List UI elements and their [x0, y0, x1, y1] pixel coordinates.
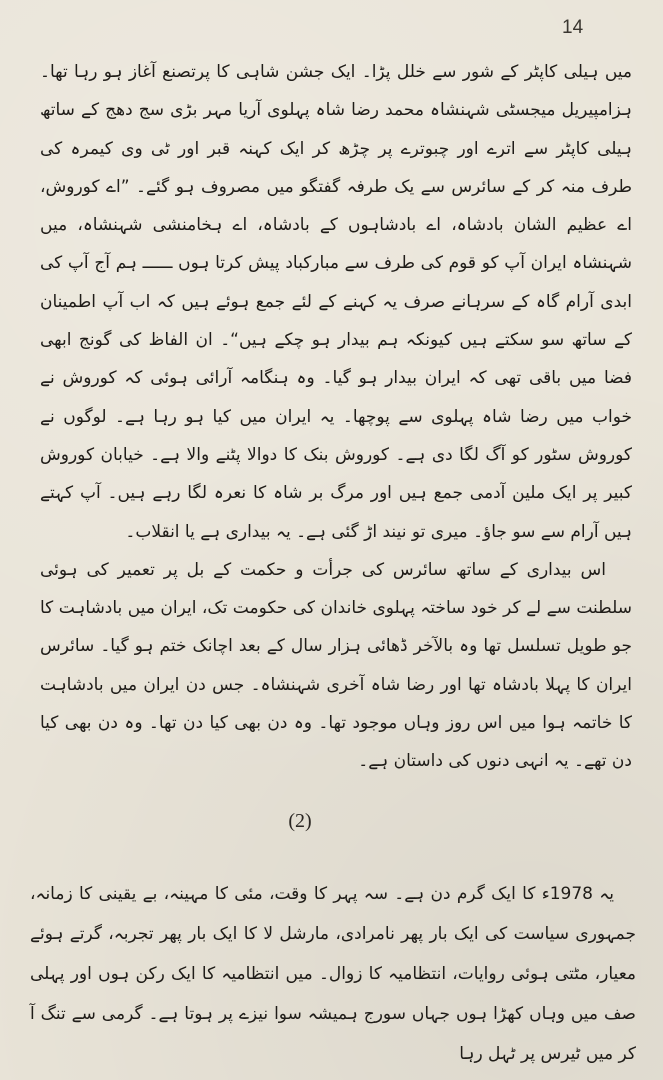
chapter-text-lower: [30, 874, 636, 1074]
page-number: 14: [562, 17, 584, 38]
paragraph: اس بیداری کے ساتھ سائرس کی جرأت و حکمت کے بل پر تعمیر کی ہوئی سلطنت سے لے کر خود ساختہ پہلوی خاندان کی حکومت تک، ایران میں بادشاہت کا جو طویل تسلسل تھا وہ بالآخر ڈھائی ہزار سال کے بعد اچانک ختم ہو گیا۔ سائرس ایران کا پہلا بادشاہ تھا اور رضا شاہ آخری شہنشاہ۔ جس دن ایران میں بادشاہت کا خاتمہ ہوا میں اس روز وہاں موجود تھا۔ وہ دن بھی کیا دن تھا۔ وہ دن بھی کیا دن تھے۔ یہ انہی دنوں کی داستان ہے۔: [40, 559, 632, 772]
section-number: (2): [288, 810, 312, 832]
chapter-text-upper: [40, 53, 632, 781]
paragraph: میں ہیلی کاپٹر کے شور سے خلل پڑا۔ ایک جشن شاہی کا پرتصنع آغاز ہو رہا تھا۔ ہزامپیریل میجسٹی شہنشاہ محمد رضا شاہ پہلوی آریا مہر بڑی سج دھج کے ساتھ ہیلی کاپٹر سے اترے اور چبوترے پر چڑھ کر ایک کہنہ قبر اور ٹی وی کیمرہ کی طرف منہ کر کے سائرس سے یک طرفہ گفتگو میں مصروف ہو گئے۔ ”اے کوروش، اے عظیم الشان بادشاہ، اے بادشاہوں کے بادشاہ، اے ہخامنشی شہنشاہ، میں شہنشاہ ایران آپ کو قوم کی طرف سے مبارکباد پیش کرتا ہوں ــــــ ہم آج آپ کی ابدی آرام گاہ کے سرہانے صرف یہ کہنے کے لئے جمع ہوئے ہیں کہ اب آپ اطمینان کے ساتھ سو سکتے ہیں کیونکہ ہم بیدار ہو چکے ہیں“۔ ان الفاظ کی گونج ابھی فضا میں باقی تھی کہ ایران بیدار ہو گیا۔ وہ ہنگامہ آرائی ہوئی کہ کوروش نے خواب میں رضا شاہ پہلوی سے پوچھا۔ یہ ایران میں کیا ہو رہا ہے۔ لوگوں نے کوروش سٹور کو آگ لگا دی ہے۔ کوروش بنک کا دوالا پٹنے والا ہے۔ خیابان کوروش کبیر پر ایک ملین آدمی جمع ہیں اور مرگ بر شاہ کا نعرہ لگا رہے ہیں۔ آپ کہتے ہیں آرام سے سو جاؤ۔ میری تو نیند اڑ گئی ہے۔ یہ بیداری ہے یا انقلاب۔: [40, 62, 632, 542]
paragraph: یہ 1978ء کا ایک گرم دن ہے۔ سہ پہر کا وقت، مئی کا مہینہ، بے یقینی کا زمانہ، جمہوری سیاست کی ایک بار پھر نامرادی، مارشل لا کا ایک بار پھر تجربہ، گرتے ہوئے معیار، مٹتی ہوئی روایات، انتظامیہ کا زوال۔ میں انتظامیہ کا ایک رکن ہوں اور پہلی صف میں وہاں کھڑا ہوں جہاں سورج ہمیشہ سوا نیزے پر ہوتا ہے۔ گرمی سے تنگ آ کر میں ٹیرس پر ٹہل رہا: [30, 884, 636, 1064]
